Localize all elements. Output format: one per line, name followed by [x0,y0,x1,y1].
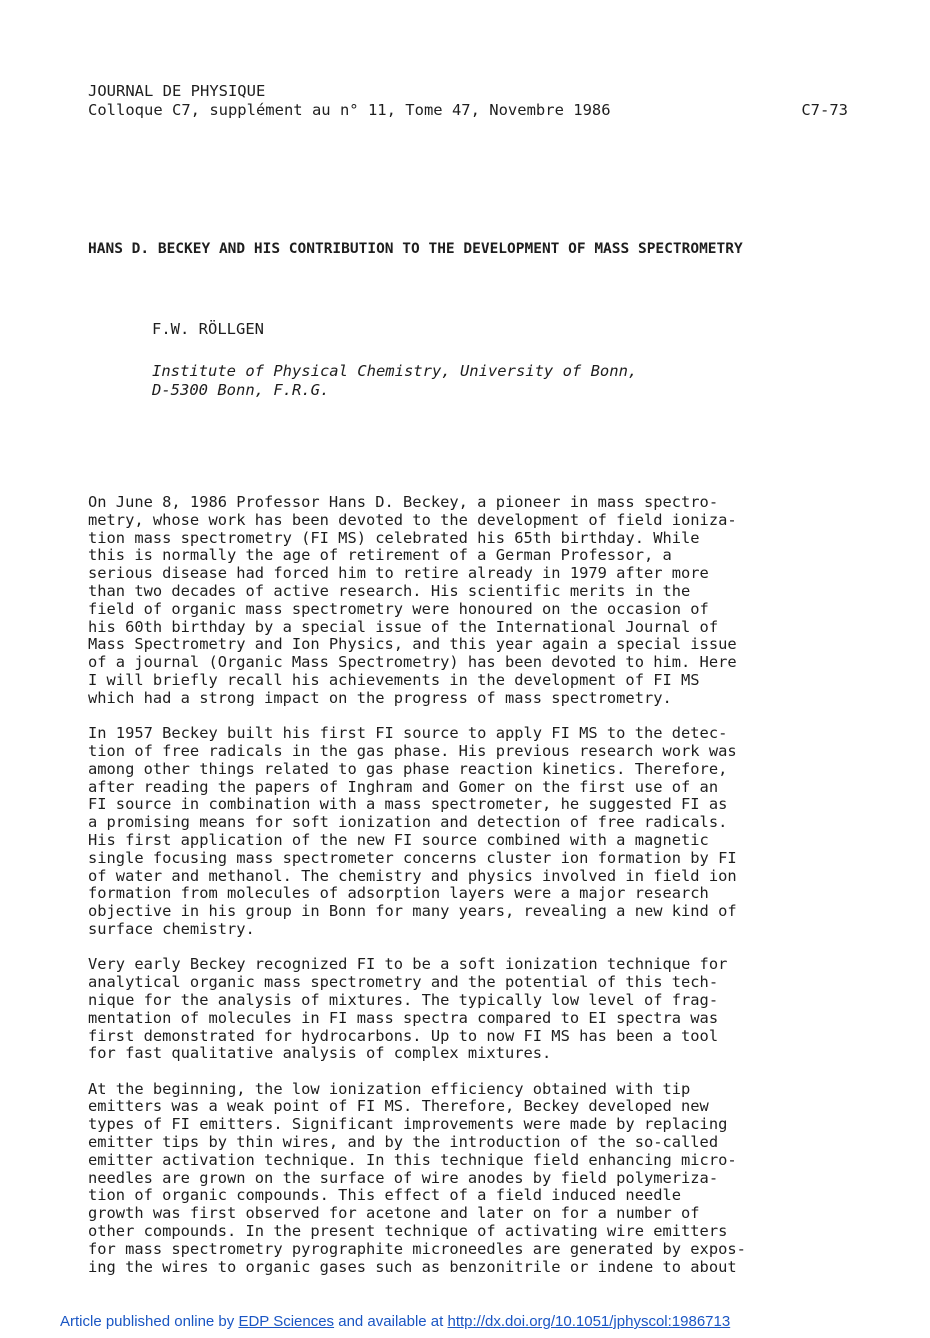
text-line: objective in his group in Bonn for many years, revealing a new kind of [88,902,737,921]
text-line: On June 8, 1986 Professor Hans D. Beckey, a pioneer in mass spectro- [88,493,719,511]
affiliation-line-2: D-5300 Bonn, F.R.G. [152,381,330,399]
text-line: for fast qualitative analysis of complex mixtures. [88,1044,552,1063]
text-line: formation from molecules of adsorption layers were a major research [88,884,709,903]
text-line: after reading the papers of Inghram and Gomer on the first use of an [88,777,719,796]
text-line: analytical organic mass spectrometry and the potential of this tech- [88,973,719,992]
text-line: needles are grown on the surface of wire anodes by field polymeriza- [88,1168,719,1187]
colloque-line: Colloque C7, supplément au n° 11, Tome 47, Novembre 1986 [88,101,611,119]
journal-header [88,82,848,120]
author-name: F.W. RÖLLGEN [152,320,264,338]
text-line: I will briefly recall his achievements in the development of FI MS [88,670,700,689]
text-line: of water and methanol. The chemistry and physics involved in field ion [88,866,737,885]
text-line: serious disease had forced him to retire already in 1979 after more [88,564,709,583]
text-line: other compounds. In the present technique of activating wire emitters [88,1222,728,1241]
text-line: ing the wires to organic gases such as benzonitrile or indene to about [88,1257,737,1276]
text-line: first demonstrated for hydrocarbons. Up to now FI MS has been a tool [88,1026,719,1045]
paper-title: HANS D. BECKEY AND HIS CONTRIBUTION TO THE DEVELOPMENT OF MASS SPECTROMETRY [88,241,743,257]
journal-name: JOURNAL DE PHYSIQUE [88,82,266,100]
page-number: C7-73 [801,101,848,119]
text-line: emitter tips by thin wires, and by the introduction of the so-called [88,1133,719,1152]
footer-prefix: Article published online by [60,1313,239,1330]
text-line: In 1957 Beckey built his first FI source to apply FI MS to the detec- [88,724,728,743]
paragraph [88,956,848,1063]
text-line: than two decades of active research. His scientific merits in the [88,581,691,600]
publication-footer [60,1313,900,1331]
text-line: Very early Beckey recognized FI to be a soft ionization technique for [88,955,728,974]
affiliation-line-1: Institute of Physical Chemistry, University of Bonn, [152,362,638,380]
text-line: which had a strong impact on the progress of mass spectrometry. [88,688,672,707]
text-line: FI source in combination with a mass spectrometer, he suggested FI as [88,795,728,814]
text-line: tion of free radicals in the gas phase. His previous research work was [88,741,737,760]
text-line: types of FI emitters. Significant improvements were made by replacing [88,1115,728,1134]
text-line: growth was first observed for acetone and later on for a number of [88,1204,700,1223]
journal-issue-row [88,101,848,120]
text-line: surface chemistry. [88,919,255,938]
text-line: metry, whose work has been devoted to the development of field ioniza- [88,510,737,529]
publisher-link[interactable]: EDP Sciences [238,1313,335,1330]
text-line: his 60th birthday by a special issue of the International Journal of [88,617,719,636]
footer-middle: and available at [334,1313,448,1330]
text-line: emitters was a weak point of FI MS. Therefore, Beckey developed new [88,1097,709,1116]
text-line: mentation of molecules in FI mass spectra compared to EI spectra was [88,1008,719,1027]
text-line: this is normally the age of retirement of a German Professor, a [88,546,672,565]
text-line: field of organic mass spectrometry were honoured on the occasion of [88,599,709,618]
text-line: for mass spectrometry pyrographite microneedles are generated by expos- [88,1239,746,1258]
paragraph [88,494,848,708]
text-line: His first application of the new FI source combined with a magnetic [88,830,709,849]
text-line: among other things related to gas phase reaction kinetics. Therefore, [88,759,728,778]
text-line: single focusing mass spectrometer concerns cluster ion formation by FI [88,848,737,867]
text-line: Mass Spectrometry and Ion Physics, and this year again a special issue [88,635,737,654]
text-line: tion of organic compounds. This effect of a field induced needle [88,1186,682,1205]
text-line: emitter activation technique. In this technique field enhancing micro- [88,1150,737,1169]
text-line: of a journal (Organic Mass Spectrometry) has been devoted to him. Here [88,653,737,672]
paragraph [88,1081,848,1277]
paragraph [88,725,848,939]
body-text [88,494,848,1294]
text-line: At the beginning, the low ionization efficiency obtained with tip [88,1079,691,1098]
doi-link[interactable]: http://dx.doi.org/10.1051/jphyscol:1986713 [447,1313,731,1330]
text-line: tion mass spectrometry (FI MS) celebrated his 65th birthday. While [88,528,700,547]
affiliation [152,362,637,400]
text-line: nique for the analysis of mixtures. The typically low level of frag- [88,990,719,1009]
text-line: a promising means for soft ionization and detection of free radicals. [88,813,728,832]
